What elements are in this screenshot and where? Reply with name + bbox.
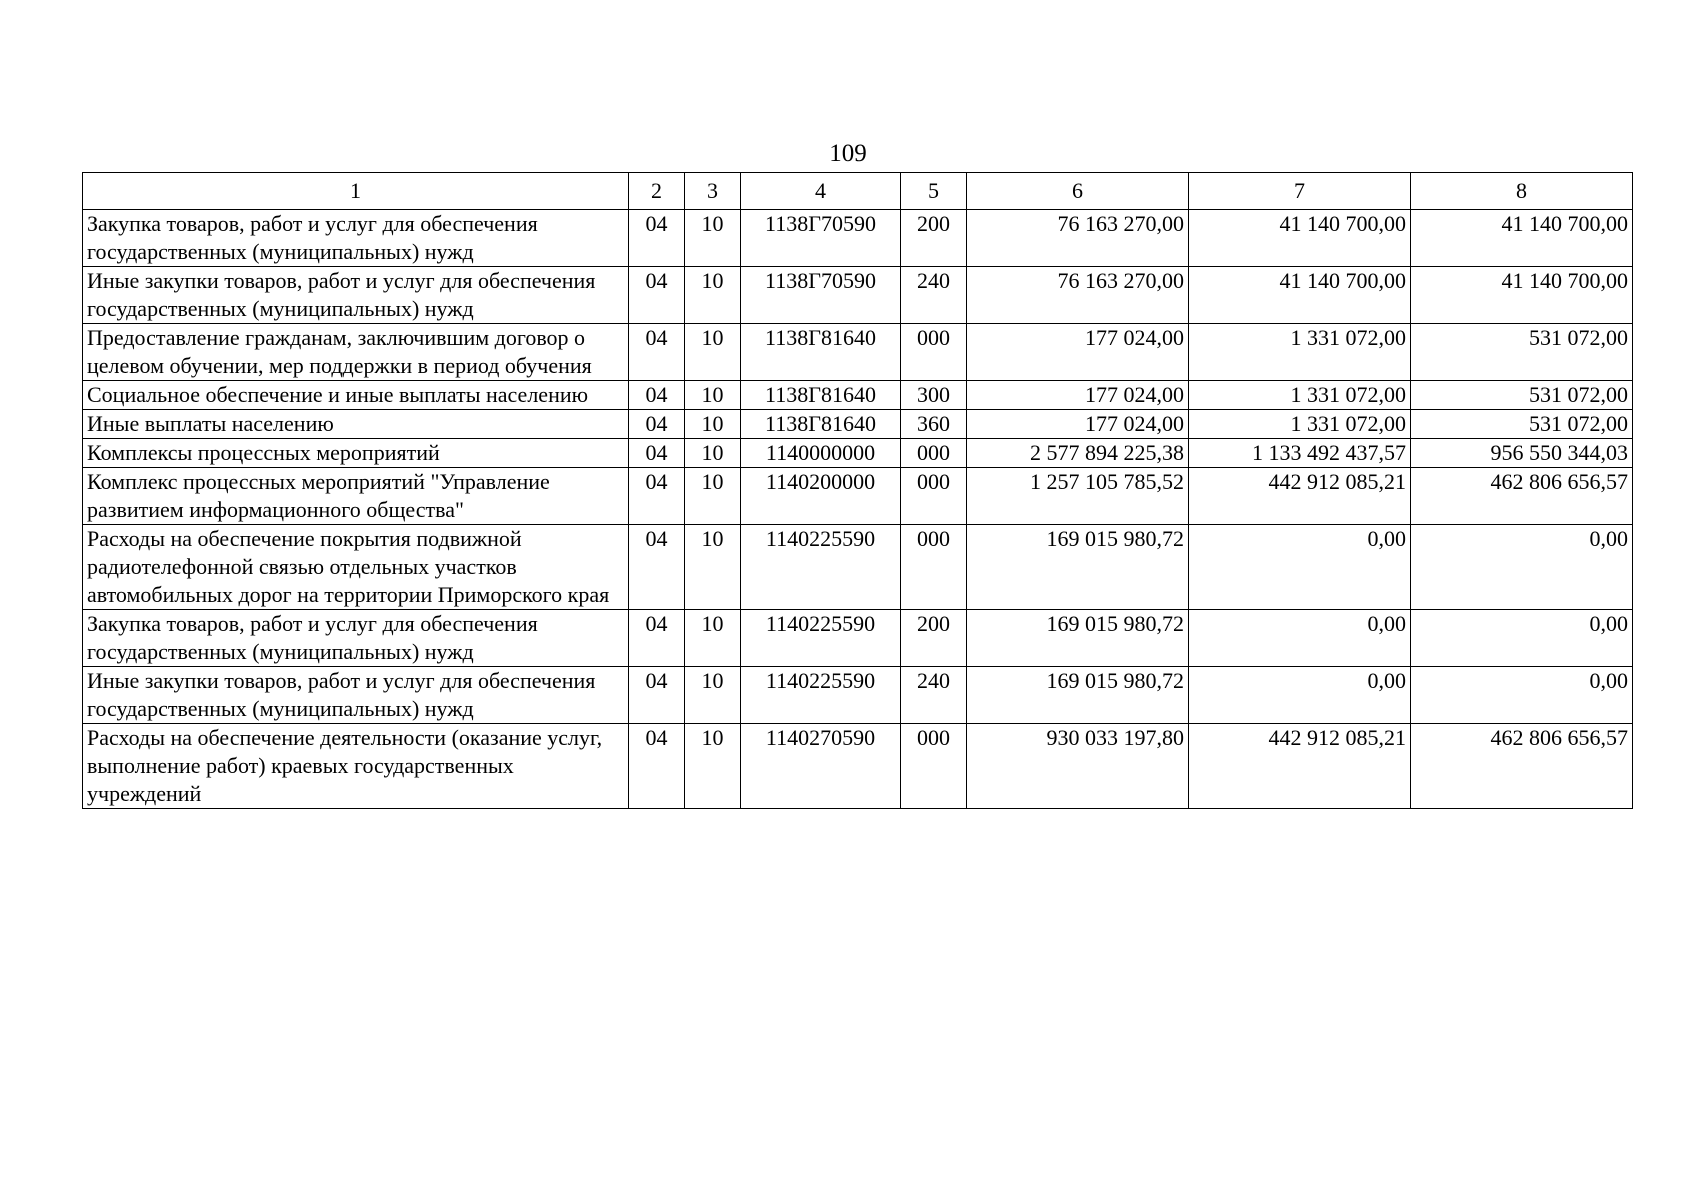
row-amount-8: 462 806 656,57 — [1411, 724, 1633, 809]
row-name: Закупка товаров, работ и услуг для обеспечения государственных (муниципальных) нужд — [83, 610, 629, 667]
row-amount-7: 442 912 085,21 — [1189, 468, 1411, 525]
row-target-article: 1138Г70590 — [741, 210, 901, 267]
row-subsection: 10 — [685, 724, 741, 809]
row-target-article: 1140225590 — [741, 667, 901, 724]
row-section: 04 — [629, 267, 685, 324]
page-number-text: 109 — [829, 140, 867, 167]
row-target-article: 1140000000 — [741, 439, 901, 468]
row-amount-8: 531 072,00 — [1411, 410, 1633, 439]
budget-table — [82, 172, 1633, 809]
row-amount-6: 76 163 270,00 — [967, 210, 1189, 267]
row-subsection: 10 — [685, 381, 741, 410]
row-subsection: 10 — [685, 525, 741, 610]
row-expense-type: 000 — [901, 439, 967, 468]
table-row — [83, 724, 1633, 809]
row-target-article: 1140225590 — [741, 610, 901, 667]
table-row — [83, 468, 1633, 525]
row-section: 04 — [629, 667, 685, 724]
row-target-article: 1140270590 — [741, 724, 901, 809]
col-header-6: 6 — [967, 173, 1189, 210]
row-amount-6: 1 257 105 785,52 — [967, 468, 1189, 525]
row-name: Расходы на обеспечение покрытия подвижной радиотелефонной связью отдельных участков автомобильных дорог на территории Приморского края — [83, 525, 629, 610]
row-subsection: 10 — [685, 210, 741, 267]
row-section: 04 — [629, 525, 685, 610]
row-target-article: 1138Г70590 — [741, 267, 901, 324]
col-header-3: 3 — [685, 173, 741, 210]
row-amount-7: 442 912 085,21 — [1189, 724, 1411, 809]
row-amount-7: 1 133 492 437,57 — [1189, 439, 1411, 468]
col-header-7: 7 — [1189, 173, 1411, 210]
row-section: 04 — [629, 724, 685, 809]
row-name: Комплекс процессных мероприятий "Управление развитием информационного общества" — [83, 468, 629, 525]
row-subsection: 10 — [685, 267, 741, 324]
table-row — [83, 410, 1633, 439]
col-header-2: 2 — [629, 173, 685, 210]
row-amount-8: 41 140 700,00 — [1411, 267, 1633, 324]
row-amount-7: 1 331 072,00 — [1189, 410, 1411, 439]
row-subsection: 10 — [685, 610, 741, 667]
row-section: 04 — [629, 324, 685, 381]
row-expense-type: 200 — [901, 210, 967, 267]
row-amount-6: 930 033 197,80 — [967, 724, 1189, 809]
table-row — [83, 381, 1633, 410]
row-amount-8: 0,00 — [1411, 525, 1633, 610]
row-subsection: 10 — [685, 667, 741, 724]
row-amount-6: 76 163 270,00 — [967, 267, 1189, 324]
row-amount-7: 0,00 — [1189, 610, 1411, 667]
row-amount-7: 41 140 700,00 — [1189, 267, 1411, 324]
row-amount-8: 0,00 — [1411, 667, 1633, 724]
row-name: Социальное обеспечение и иные выплаты населению — [83, 381, 629, 410]
row-amount-6: 169 015 980,72 — [967, 667, 1189, 724]
row-amount-6: 169 015 980,72 — [967, 610, 1189, 667]
row-expense-type: 000 — [901, 525, 967, 610]
row-section: 04 — [629, 410, 685, 439]
row-amount-6: 169 015 980,72 — [967, 525, 1189, 610]
row-name: Предоставление гражданам, заключившим договор о целевом обучении, мер поддержки в период обучения — [83, 324, 629, 381]
table-row — [83, 525, 1633, 610]
row-target-article: 1138Г81640 — [741, 324, 901, 381]
row-amount-8: 462 806 656,57 — [1411, 468, 1633, 525]
row-expense-type: 360 — [901, 410, 967, 439]
row-amount-6: 177 024,00 — [967, 381, 1189, 410]
row-amount-8: 956 550 344,03 — [1411, 439, 1633, 468]
col-header-1: 1 — [83, 173, 629, 210]
row-name: Иные закупки товаров, работ и услуг для обеспечения государственных (муниципальных) нужд — [83, 667, 629, 724]
row-amount-8: 41 140 700,00 — [1411, 210, 1633, 267]
table-row — [83, 210, 1633, 267]
row-amount-8: 531 072,00 — [1411, 324, 1633, 381]
table-row — [83, 439, 1633, 468]
page-number — [0, 140, 1698, 168]
row-amount-6: 177 024,00 — [967, 410, 1189, 439]
row-amount-7: 0,00 — [1189, 667, 1411, 724]
row-subsection: 10 — [685, 324, 741, 381]
row-expense-type: 000 — [901, 468, 967, 525]
row-target-article: 1138Г81640 — [741, 381, 901, 410]
col-header-8: 8 — [1411, 173, 1633, 210]
row-expense-type: 240 — [901, 267, 967, 324]
row-subsection: 10 — [685, 439, 741, 468]
row-target-article: 1140200000 — [741, 468, 901, 525]
row-expense-type: 200 — [901, 610, 967, 667]
table-row — [83, 667, 1633, 724]
table-row — [83, 610, 1633, 667]
row-name: Комплексы процессных мероприятий — [83, 439, 629, 468]
row-expense-type: 000 — [901, 724, 967, 809]
row-amount-8: 531 072,00 — [1411, 381, 1633, 410]
row-section: 04 — [629, 610, 685, 667]
row-subsection: 10 — [685, 468, 741, 525]
row-amount-7: 41 140 700,00 — [1189, 210, 1411, 267]
row-section: 04 — [629, 210, 685, 267]
row-amount-7: 1 331 072,00 — [1189, 381, 1411, 410]
row-amount-6: 2 577 894 225,38 — [967, 439, 1189, 468]
row-section: 04 — [629, 468, 685, 525]
row-name: Расходы на обеспечение деятельности (оказание услуг, выполнение работ) краевых государственных учреждений — [83, 724, 629, 809]
row-section: 04 — [629, 381, 685, 410]
row-section: 04 — [629, 439, 685, 468]
table-row — [83, 324, 1633, 381]
row-subsection: 10 — [685, 410, 741, 439]
row-target-article: 1140225590 — [741, 525, 901, 610]
row-expense-type: 000 — [901, 324, 967, 381]
row-name: Закупка товаров, работ и услуг для обеспечения государственных (муниципальных) нужд — [83, 210, 629, 267]
row-amount-8: 0,00 — [1411, 610, 1633, 667]
row-name: Иные закупки товаров, работ и услуг для обеспечения государственных (муниципальных) нужд — [83, 267, 629, 324]
col-header-4: 4 — [741, 173, 901, 210]
row-amount-7: 0,00 — [1189, 525, 1411, 610]
row-expense-type: 300 — [901, 381, 967, 410]
table-row — [83, 267, 1633, 324]
col-header-5: 5 — [901, 173, 967, 210]
row-amount-7: 1 331 072,00 — [1189, 324, 1411, 381]
row-amount-6: 177 024,00 — [967, 324, 1189, 381]
row-target-article: 1138Г81640 — [741, 410, 901, 439]
row-expense-type: 240 — [901, 667, 967, 724]
header-row — [83, 173, 1633, 210]
row-name: Иные выплаты населению — [83, 410, 629, 439]
